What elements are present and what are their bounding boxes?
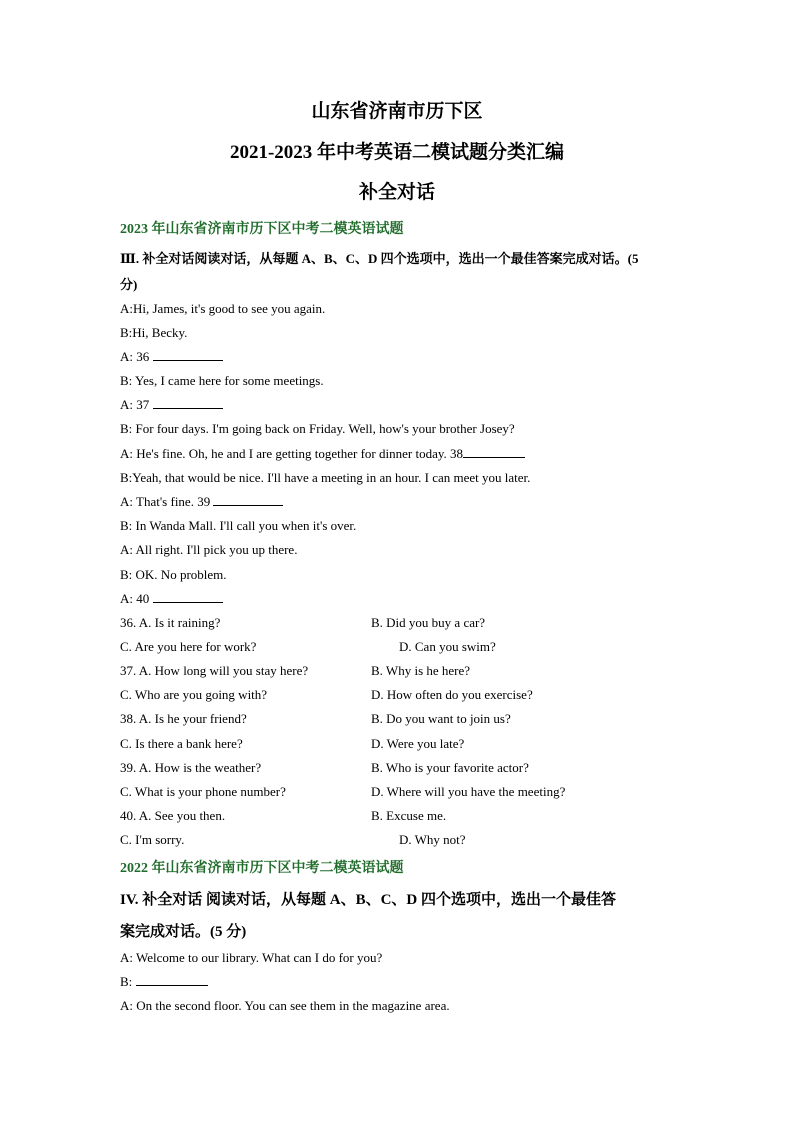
title-topic: 补全对话 <box>358 182 435 203</box>
option-left: C. What is your phone number? <box>120 784 286 799</box>
instruction-2023-line1: Ⅲ. 补全对话阅读对话，从每题 A、B、C、D 四个选项中，选出一个最佳答案完成对话。(5 <box>120 251 639 266</box>
answer-blank <box>463 446 525 458</box>
dialogue-line: B: Yes, I came here for some meetings. <box>120 373 324 388</box>
dialogue-line: A: 37 <box>120 397 223 413</box>
answer-blank <box>153 349 223 361</box>
dialogue-line: B: In Wanda Mall. I'll call you when it's over. <box>120 518 357 533</box>
dialogue-line: B: OK. No problem. <box>120 567 227 582</box>
dialogue-line: A:Hi, James, it's good to see you again. <box>120 301 326 316</box>
option-right: D. Why not? <box>399 832 466 847</box>
instruction-2022-line2: 案完成对话。(5 分) <box>120 924 247 940</box>
title-region: 山东省济南市历下区 <box>311 101 483 122</box>
option-right: D. Where will you have the meeting? <box>371 784 566 799</box>
dialogue-line: A: 40 <box>120 591 223 607</box>
option-right: B. Who is your favorite actor? <box>371 760 529 775</box>
option-right: B. Why is he here? <box>371 663 471 678</box>
option-left: 38. A. Is he your friend? <box>120 711 247 726</box>
option-left: 36. A. Is it raining? <box>120 615 221 630</box>
dialogue-line: B: For four days. I'm going back on Friday. Well, how's your brother Josey? <box>120 421 515 436</box>
option-right: D. Can you swim? <box>399 639 496 654</box>
section-heading-2022: 2022 年山东省济南市历下区中考二模英语试题 <box>120 861 404 876</box>
option-right: D. How often do you exercise? <box>371 687 533 702</box>
option-left: C. Who are you going with? <box>120 687 268 702</box>
option-left: 40. A. See you then. <box>120 808 226 823</box>
option-left: C. Are you here for work? <box>120 639 257 654</box>
dialogue-line: A: On the second floor. You can see them in the magazine area. <box>120 998 450 1013</box>
answer-blank <box>136 974 208 986</box>
dialogue-line: A: 36 <box>120 349 223 365</box>
dialogue-line: B:Hi, Becky. <box>120 325 188 340</box>
dialogue-line: A: He's fine. Oh, he and I are getting together for dinner today. 38 <box>120 446 525 462</box>
dialogue-line: A: All right. I'll pick you up there. <box>120 542 298 557</box>
option-left: C. Is there a bank here? <box>120 736 243 751</box>
instruction-2022-line1: IV. 补全对话 阅读对话，从每题 A、B、C、D 四个选项中，选出一个最佳答 <box>120 892 616 908</box>
option-left: 37. A. How long will you stay here? <box>120 663 309 678</box>
dialogue-line: B: <box>120 974 208 990</box>
dialogue-line: A: That's fine. 39 <box>120 494 283 510</box>
option-right: B. Excuse me. <box>371 808 447 823</box>
instruction-2023-line2: 分) <box>120 277 138 292</box>
answer-blank <box>153 397 223 409</box>
dialogue-line: B:Yeah, that would be nice. I'll have a meeting in an hour. I can meet you later. <box>120 470 531 485</box>
answer-blank <box>153 591 223 603</box>
title-subject: 2021-2023 年中考英语二模试题分类汇编 <box>229 142 565 163</box>
dialogue-line: A: Welcome to our library. What can I do for you? <box>120 950 383 965</box>
section-heading-2023: 2023 年山东省济南市历下区中考二模英语试题 <box>120 222 404 237</box>
answer-blank <box>213 494 283 506</box>
option-left: 39. A. How is the weather? <box>120 760 262 775</box>
option-right: B. Do you want to join us? <box>371 711 511 726</box>
option-right: D. Were you late? <box>371 736 465 751</box>
option-right: B. Did you buy a car? <box>371 615 486 630</box>
option-left: C. I'm sorry. <box>120 832 185 847</box>
